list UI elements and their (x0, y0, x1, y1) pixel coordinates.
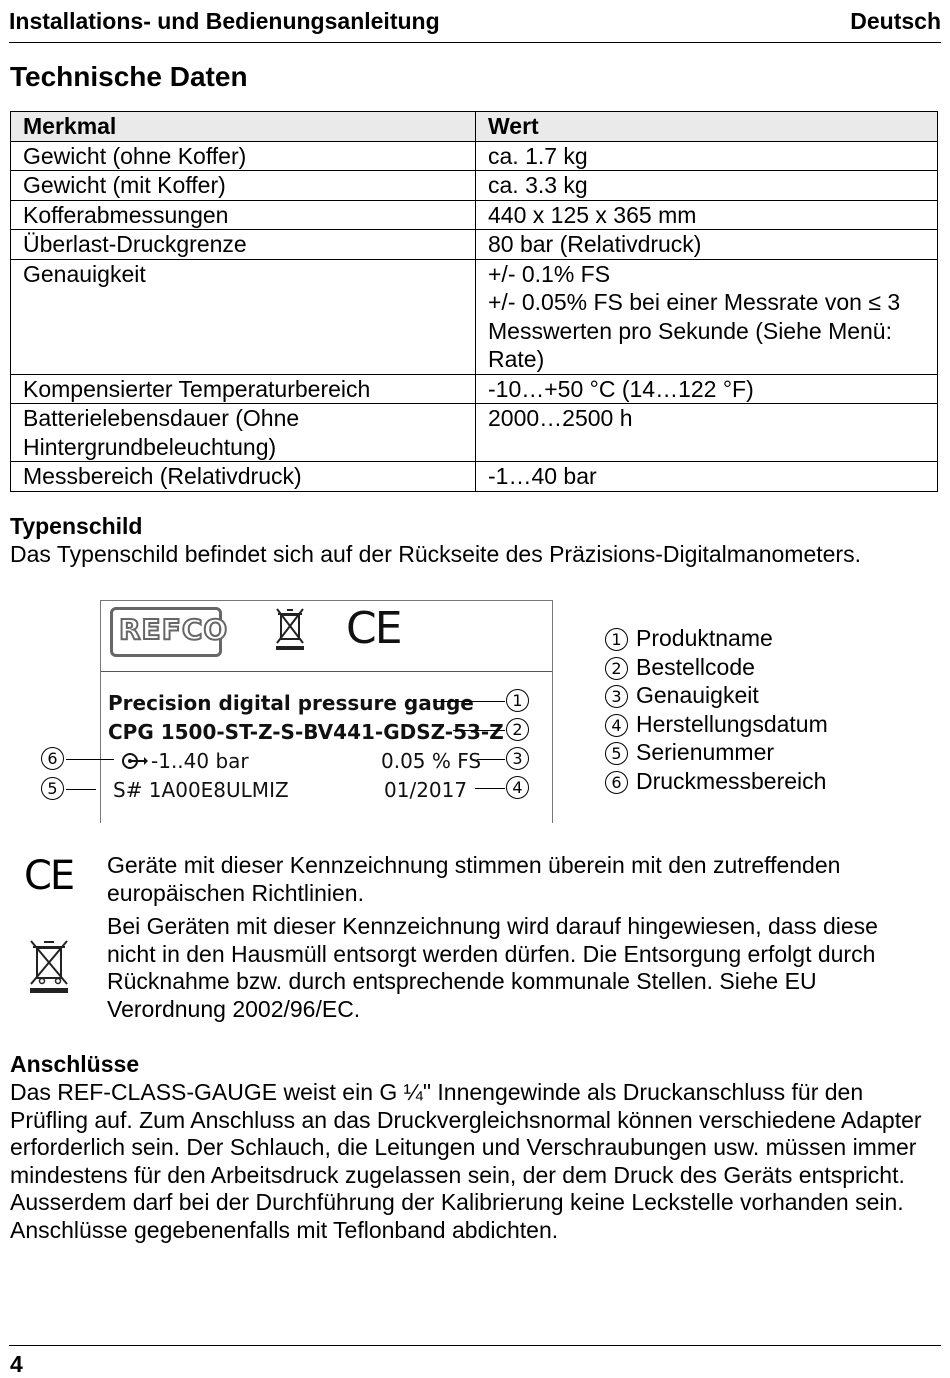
refco-logo (110, 607, 229, 657)
leader-line (66, 789, 96, 790)
column-header-feature: Merkmal (11, 112, 476, 142)
legend-label: Druckmessbereich (636, 767, 827, 794)
typenschild-text: Das Typenschild befindet sich auf der Rückseite des Präzisions-Digitalmanometers. (10, 541, 861, 567)
header-title: Installations- und Bedienungsanleitung (9, 8, 440, 34)
ce-mark-icon: CE (24, 853, 74, 899)
typenschild-title: Typenschild (10, 513, 143, 539)
feature-cell: Kofferabmessungen (11, 200, 476, 230)
table-header-row (11, 112, 938, 142)
legend-item (605, 738, 828, 767)
plate-order-code: CPG 1500-ST-Z-S-BV441-GDSZ-53-Z (108, 720, 504, 744)
legend-label: Produktname (636, 625, 773, 651)
legend-number: 1 (605, 628, 628, 651)
feature-cell: Gewicht (ohne Koffer) (11, 141, 476, 171)
legend-number: 5 (605, 742, 628, 765)
plate-divider (101, 671, 552, 672)
leader-line (433, 701, 505, 702)
value-cell: -10…+50 °C (14…122 °F) (476, 374, 938, 404)
marker-4: 4 (506, 776, 529, 799)
anschluesse-title: Anschlüsse (10, 1051, 140, 1077)
marker-5: 5 (41, 777, 64, 800)
legend-number: 2 (605, 657, 628, 680)
legend-item (605, 681, 828, 710)
legend-label: Serienummer (636, 739, 775, 765)
leader-line (477, 759, 505, 760)
leader-line (475, 788, 505, 789)
marker-2: 2 (506, 718, 529, 741)
value-cell (476, 259, 938, 374)
weee-bin-icon (26, 936, 72, 994)
weee-bin-icon (273, 605, 309, 651)
table-row (11, 462, 938, 492)
value-cell: ca. 1.7 kg (476, 141, 938, 171)
legend-label: Herstellungsdatum (636, 710, 828, 737)
marker-1: 1 (506, 689, 529, 712)
page-number: 4 (10, 1351, 23, 1377)
table-row (11, 200, 938, 230)
technical-data-table (10, 111, 938, 492)
nameplate-legend (605, 624, 828, 795)
value-cell: 440 x 125 x 365 mm (476, 200, 938, 230)
leader-line (453, 730, 505, 731)
table-row (11, 259, 938, 374)
legend-label: Bestellcode (636, 653, 755, 680)
value-line: +/- 0.05% FS bei einer Messrate von ≤ 3 Messwerten pro Sekunde (Siehe Menü: Rate) (488, 289, 901, 372)
brand-logo-text: REFCO (119, 613, 229, 646)
plate-serial: S# 1A00E8ULMIZ (113, 778, 289, 802)
table-row (11, 404, 938, 462)
feature-cell: Genauigkeit (11, 259, 476, 374)
ce-mark-icon: CE (346, 603, 401, 654)
legend-label: Genauigkeit (636, 682, 759, 708)
marker-6: 6 (41, 747, 64, 770)
table-row (11, 141, 938, 171)
legend-number: 6 (605, 771, 628, 794)
feature-cell: Batterielebensdauer (Ohne Hintergrundbeleuchtung) (11, 404, 476, 462)
page-header (9, 8, 941, 43)
anschluesse-text: Das REF-CLASS-GAUGE weist ein G ¼" Innengewinde als Druckanschluss für den Prüfling auf. Zum Anschluss an das Druckvergleichsnormal können verschiedene Adapter erforderlich sein. Der Schlauch, die Leitungen und Verschraubungen usw. müssen immer mindestens für den Arbeitsdruck zugelassen sein, der dem Druck des Geräts entspricht. Ausserdem darf bei der Durchführung der Kalibrierung keine Leckstelle vorhanden sein. Anschlüsse gegebenenfalls mit Teflonband abdichten. (10, 1079, 922, 1243)
leader-line (66, 759, 114, 760)
footer-divider (9, 1345, 941, 1346)
feature-cell: Gewicht (mit Koffer) (11, 171, 476, 201)
column-header-value: Wert (476, 112, 938, 142)
weee-note-text: Bei Geräten mit dieser Kennzeichnung wird darauf hingewiesen, dass diese nicht in den Hausmüll entsorgt werden dürfen. Die Entsorgung erfolgt durch Rücknahme bzw. durch entsprechende kommunale Stellen. Siehe EU Verordnung 2002/96/EC. (107, 913, 878, 1022)
section-title: Technische Daten (10, 61, 248, 92)
feature-cell: Kompensierter Temperaturbereich (11, 374, 476, 404)
table-row (11, 374, 938, 404)
marker-3: 3 (506, 747, 529, 770)
plate-product-name: Precision digital pressure gauge (108, 691, 474, 715)
header-language: Deutsch (850, 8, 941, 34)
value-line: +/- 0.1% FS (488, 260, 611, 287)
feature-cell: Überlast-Druckgrenze (11, 230, 476, 260)
legend-item (605, 710, 828, 739)
nameplate-figure (100, 600, 553, 823)
ce-note-text: Geräte mit dieser Kennzeichnung stimmen überein mit den zutreffenden europäischen Richtlinien. (107, 852, 841, 906)
table-row (11, 171, 938, 201)
legend-number: 3 (605, 685, 628, 708)
value-cell: 2000…2500 h (476, 404, 938, 462)
table-row (11, 230, 938, 260)
plate-accuracy: 0.05 % FS (381, 749, 482, 773)
value-cell: -1…40 bar (476, 462, 938, 492)
legend-item (605, 624, 828, 653)
feature-cell: Messbereich (Relativdruck) (11, 462, 476, 492)
legend-item (605, 767, 828, 796)
plate-range: -1..40 bar (151, 749, 249, 773)
plate-date: 01/2017 (384, 778, 468, 802)
legend-number: 4 (605, 714, 628, 737)
pressure-port-icon (114, 751, 148, 771)
legend-item (605, 653, 828, 682)
value-cell: 80 bar (Relativdruck) (476, 230, 938, 260)
value-cell: ca. 3.3 kg (476, 171, 938, 201)
